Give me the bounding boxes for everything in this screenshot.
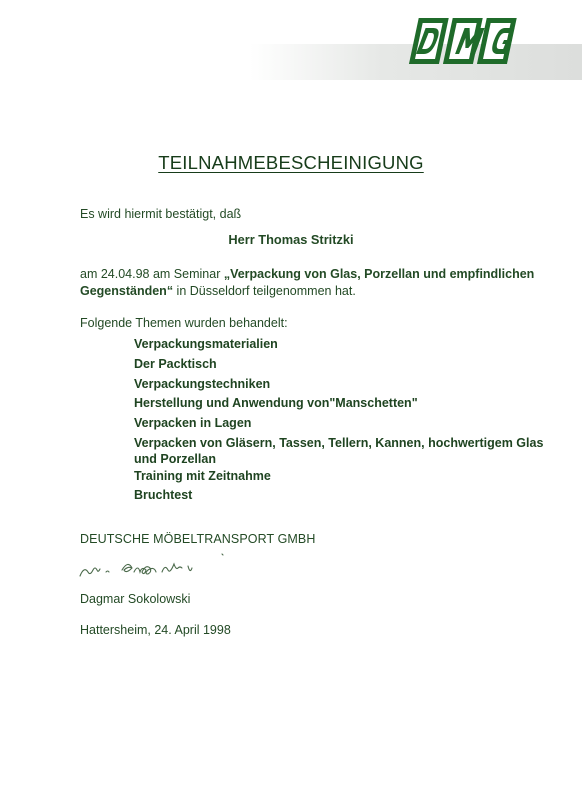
topic-item: und Porzellan xyxy=(134,452,216,466)
topic-item: Training mit Zeitnahme xyxy=(134,469,271,483)
seminar-line-2 xyxy=(80,284,356,298)
topic-item: Verpacken von Gläsern, Tassen, Tellern, Kannen, hochwertigem Glas xyxy=(134,436,544,450)
topic-item: Verpackungstechniken xyxy=(134,377,271,391)
intro-text: Es wird hiermit bestätigt, daß xyxy=(80,207,242,221)
themes-intro: Folgende Themen wurden behandelt: xyxy=(80,316,288,330)
seminar-title-2: Gegenständen“ xyxy=(80,284,174,298)
topic-item: Verpacken in Lagen xyxy=(134,416,252,430)
page-title: TEILNAHMEBESCHEINIGUNG xyxy=(158,152,424,173)
place-date: Hattersheim, 24. April 1998 xyxy=(80,623,231,637)
topic-item: Bruchtest xyxy=(134,488,193,502)
seminar-prefix: am 24.04.98 am Seminar xyxy=(80,267,224,281)
recipient-name: Herr Thomas Stritzki xyxy=(228,232,354,247)
company-name: DEUTSCHE MÖBELTRANSPORT GMBH xyxy=(80,532,316,546)
topic-item: Verpackungsmaterialien xyxy=(134,337,278,351)
topic-item: Herstellung und Anwendung von"Manschetten" xyxy=(134,396,418,410)
seminar-line-1 xyxy=(80,267,534,281)
dmg-logo xyxy=(406,12,520,72)
signer-name: Dagmar Sokolowski xyxy=(80,592,191,606)
signature-image xyxy=(76,548,236,584)
seminar-suffix: in Düsseldorf teilgenommen hat. xyxy=(173,284,356,298)
seminar-title-1: „Verpackung von Glas, Porzellan und empfindlichen xyxy=(223,267,535,281)
topic-item: Der Packtisch xyxy=(134,357,217,371)
